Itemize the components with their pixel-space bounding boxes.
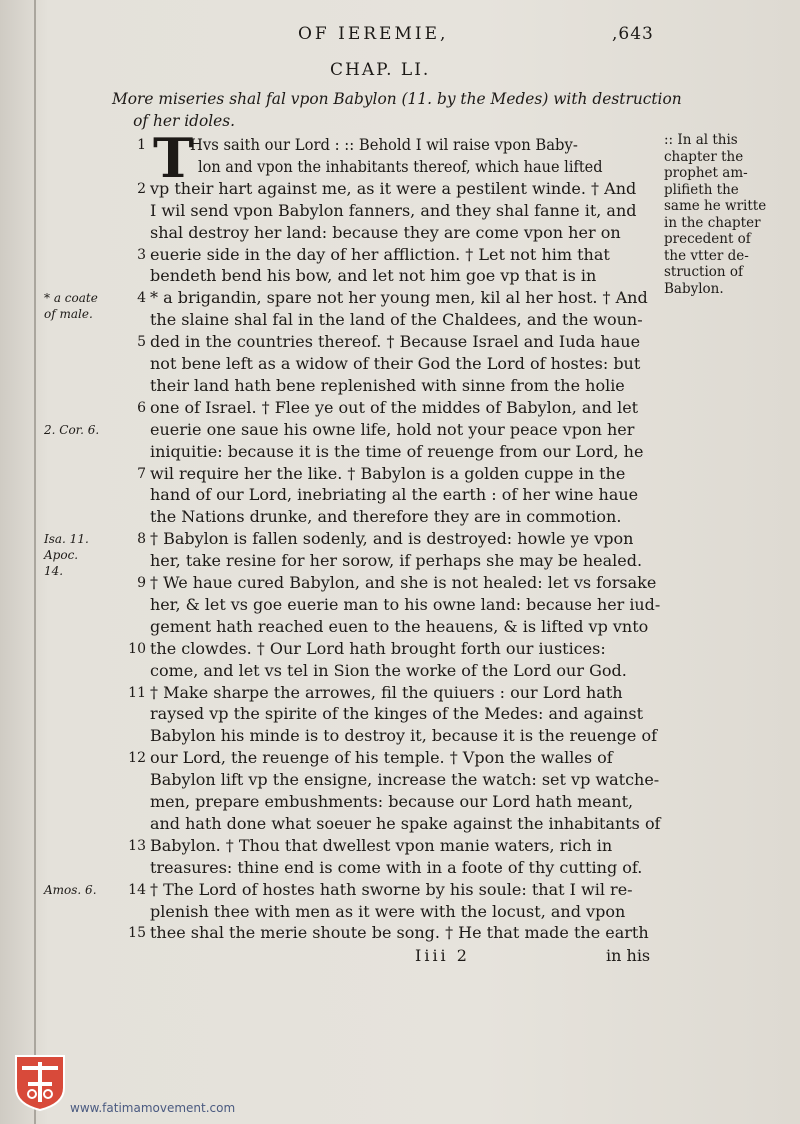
- verse-number: 5: [137, 334, 146, 351]
- verse-number: [120, 725, 146, 747]
- verse-number: 14: [128, 881, 146, 898]
- verse-number: [120, 419, 146, 441]
- text-line: and hath done what soeuer he spake against the inhabitants of: [150, 813, 661, 833]
- page-number: ,643: [612, 24, 654, 44]
- cross-reference-line: Amos. 6.: [44, 882, 97, 897]
- verse-number: [120, 594, 146, 616]
- margin-note-line: in the chapter: [664, 214, 761, 231]
- text-line: come, and let vs tel in Sion the worke of the Lord our God.: [150, 660, 627, 680]
- verse-number: 15: [128, 925, 146, 942]
- cross-reference-line: Apoc.: [44, 548, 79, 563]
- text-line: our Lord, the reuenge of his temple. † Vpon the walles of: [150, 748, 613, 768]
- text-line: I wil send vpon Babylon fanners, and they shal fanne it, and: [150, 200, 637, 220]
- text-line: Babylon his minde is to destroy it, because it is the reuenge of: [150, 726, 658, 746]
- verse-number: [120, 901, 146, 923]
- verse-number: [120, 222, 146, 244]
- verse-number: [120, 616, 146, 638]
- margin-note-line: :: In al this: [664, 132, 738, 148]
- chapter-heading: CHAP. LI.: [330, 60, 431, 80]
- text-line: men, prepare embushments: because our Lord hath meant,: [150, 792, 634, 811]
- text-line: bendeth bend his bow, and let not him goe vp that is in: [150, 266, 597, 286]
- text-line: not bene left as a widow of their God the Lord of hostes: but: [150, 354, 641, 373]
- verse-number: [120, 309, 146, 331]
- text-line: their land hath bene replenished with sinne from the holie: [150, 375, 625, 395]
- text-line: gement hath reached euen to the heauens, & is lifted vp vnto: [150, 616, 649, 636]
- margin-note-line: prophet am-: [664, 165, 748, 181]
- cross-reference-line: * a coate: [44, 291, 98, 306]
- verse-number: 9: [137, 575, 146, 591]
- text-line: her, take resine for her sorow, if perhaps she may be healed.: [150, 551, 643, 571]
- verse-number: 2: [137, 180, 146, 197]
- argument-line: of her idoles.: [133, 111, 236, 130]
- fatima-shield-logo-icon: [14, 1054, 66, 1112]
- verse-number: 6: [137, 399, 146, 416]
- text-line: her, & let vs goe euerie man to his owne land: because her iud-: [150, 594, 661, 614]
- text-line: shal destroy her land: because they are come vpon her on: [150, 222, 621, 242]
- margin-note-line: plifieth the: [664, 181, 739, 198]
- verse-number: [120, 791, 146, 813]
- catchword: in his: [606, 946, 651, 965]
- margin-note-line: Babylon.: [664, 280, 724, 297]
- cross-reference-line: of male.: [44, 307, 93, 322]
- text-line: plenish thee with men as it were with the locust, and vpon: [150, 901, 626, 921]
- verse-number: [120, 265, 146, 287]
- verse-number: 7: [137, 465, 146, 482]
- verse-number: 13: [128, 837, 146, 854]
- verse-number: 11: [128, 684, 146, 701]
- text-line: wil require her the like. † Babylon is a golden cuppe in the: [150, 463, 626, 483]
- text-line: ded in the countries thereof. † Because Israel and Iuda haue: [150, 332, 641, 352]
- cross-reference-note: [44, 290, 98, 322]
- verse-number: 12: [128, 750, 146, 767]
- chapter-argument: [112, 88, 682, 132]
- cross-reference-note: [44, 531, 89, 579]
- verse-number: [120, 506, 146, 528]
- verse-number: [120, 550, 146, 572]
- text-line: the clowdes. † Our Lord hath brought forth our iustices:: [150, 638, 606, 658]
- website-link[interactable]: www.fatimamovement.com: [70, 1101, 236, 1115]
- verse-number: [120, 441, 146, 463]
- text-line: iniquitie: because it is the time of reuenge from our Lord, he: [150, 441, 644, 461]
- verse-number: [120, 769, 146, 791]
- margin-note-line: chapter the: [664, 148, 744, 165]
- verse-number: [120, 660, 146, 682]
- verse-number: [120, 703, 146, 725]
- cross-reference-line: 2. Cor. 6.: [44, 422, 100, 437]
- running-title: OF IEREMIE,: [298, 24, 449, 44]
- cross-reference-note: [44, 882, 97, 898]
- page-gutter-line: [34, 0, 36, 1124]
- verse-number: [120, 156, 146, 178]
- text-line: † We haue cured Babylon, and she is not healed: let vs forsake: [150, 573, 657, 592]
- text-line: Babylon lift vp the ensigne, increase the watch: set vp watche-: [150, 770, 660, 790]
- verse-number: [120, 353, 146, 375]
- text-line: † The Lord of hostes hath sworne by his soule: that I wil re-: [150, 879, 633, 899]
- verse-number: [120, 375, 146, 397]
- text-line: raysed vp the spirite of the kinges of the Medes: and against: [150, 704, 643, 724]
- verse-number: [120, 484, 146, 506]
- text-line: Babylon. † Thou that dwellest vpon manie waters, rich in: [150, 835, 613, 855]
- verse-number: 3: [137, 246, 146, 263]
- text-line: euerie one saue his owne life, hold not your peace vpon her: [150, 419, 635, 439]
- verse-number: 4: [137, 290, 146, 307]
- text-line: thee shal the merie shoute be song. † He that made the earth: [150, 923, 649, 943]
- text-line: Hvs saith our Lord : :: Behold I wil raise vpon Baby-: [190, 135, 578, 154]
- text-line: vp their hart against me, as it were a pestilent winde. † And: [150, 178, 637, 198]
- text-line: lon and vpon the inhabitants thereof, which haue lifted: [198, 156, 603, 176]
- text-line: one of Israel. † Flee ye out of the middes of Babylon, and let: [150, 397, 639, 417]
- verse-number: [120, 813, 146, 835]
- text-line: † Babylon is fallen sodenly, and is destroyed: howle ye vpon: [150, 529, 634, 549]
- text-line: the Nations drunke, and therefore they are in commotion.: [150, 507, 622, 527]
- verse-number: 1: [137, 137, 146, 153]
- text-line: treasures: thine end is come with in a foote of thy cutting of.: [150, 857, 643, 877]
- cross-reference-note: [44, 422, 99, 438]
- text-line: the slaine shal fal in the land of the Chaldees, and the woun-: [150, 310, 643, 330]
- cross-reference-line: Isa. 11.: [44, 532, 89, 547]
- margin-note-line: precedent of: [664, 231, 751, 247]
- text-line: euerie side in the day of her affliction. † Let not him that: [150, 244, 610, 264]
- signature-mark: Iiii 2: [415, 946, 470, 965]
- cross-reference-line: 14.: [44, 564, 64, 579]
- argument-line: More miseries shal fal vpon Babylon (11. by the Medes) with destruction: [112, 89, 682, 108]
- right-margin-note: [664, 132, 784, 297]
- margin-note-line: struction of: [664, 264, 744, 280]
- verse-number: [120, 857, 146, 879]
- margin-note-line: same he writte: [664, 198, 767, 214]
- verse-number: 10: [128, 640, 146, 657]
- text-line: * a brigandin, spare not her young men, kil al her host. † And: [150, 288, 648, 308]
- verse-number: 8: [137, 531, 146, 548]
- text-line: † Make sharpe the arrowes, fil the quiuers : our Lord hath: [150, 682, 623, 702]
- text-line: hand of our Lord, inebriating al the earth : of her wine haue: [150, 485, 639, 505]
- verse-number: [120, 200, 146, 222]
- margin-note-line: the vtter de-: [664, 247, 749, 264]
- drop-capital: T: [153, 126, 194, 190]
